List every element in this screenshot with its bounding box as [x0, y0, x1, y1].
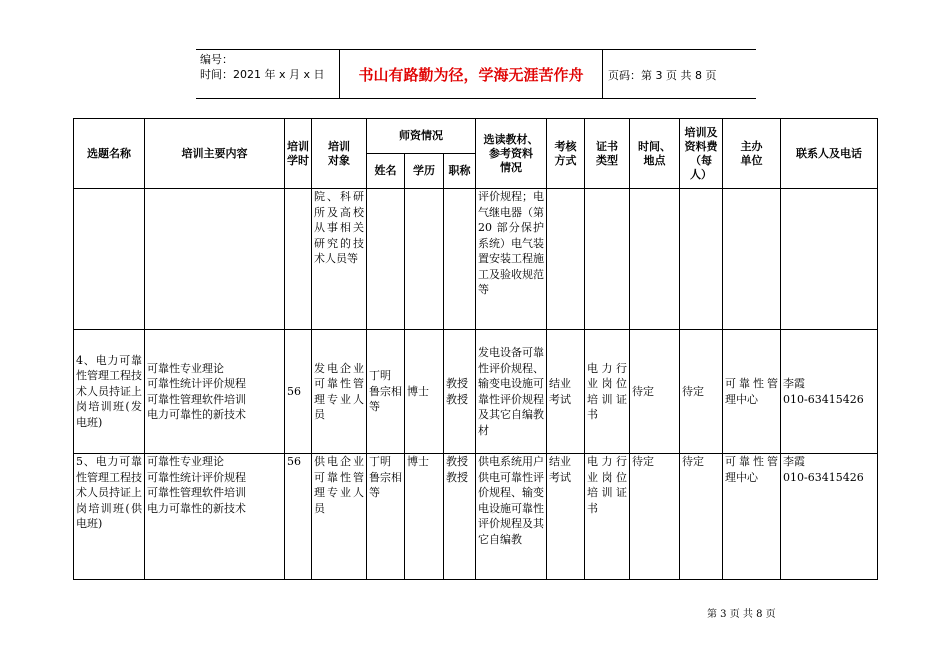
organizer-cell: 可靠性管理中心	[723, 454, 781, 580]
header-page-label: 页码：第 3 页 共 8 页	[608, 69, 717, 82]
col-topic: 选题名称	[74, 119, 145, 189]
exam-cell: 结业 考试	[547, 454, 585, 580]
col-content: 培训主要内容	[145, 119, 285, 189]
time-place-cell: 待定	[630, 454, 680, 580]
header-row	[74, 119, 878, 154]
teacher-name-cell: 丁明 鲁宗相等	[367, 454, 405, 580]
education-cell: 博士	[405, 330, 444, 454]
col-education: 学历	[405, 154, 444, 189]
training-table	[73, 118, 878, 580]
col-title: 职称	[444, 154, 476, 189]
header-divider	[339, 50, 340, 98]
hours-cell: 56	[285, 330, 312, 454]
document-header	[196, 49, 756, 99]
content-cell: 可靠性专业理论 可靠性统计评价规程 可靠性管理软件培训 电力可靠性的新技术	[145, 330, 285, 454]
col-target: 培训 对象	[312, 119, 367, 189]
target-cell: 院、科研所及高校从事相关研究的技术人员等	[312, 189, 367, 330]
page-footer: 第 3 页 共 8 页	[707, 609, 776, 620]
fee-cell: 待定	[680, 330, 723, 454]
organizer-cell: 可靠性管理中心	[723, 330, 781, 454]
title-cell: 教授 教授	[444, 330, 476, 454]
cert-cell: 电力行业岗位培训证书	[585, 454, 630, 580]
header-divider	[602, 50, 603, 98]
header-motto: 书山有路勤为径，学海无涯苦作舟	[358, 66, 584, 84]
col-fee: 培训及 资料费 （每 人）	[680, 119, 723, 189]
col-materials: 选读教材、 参考资料 情况	[476, 119, 547, 189]
target-cell: 发电企业可靠性管理专业人员	[312, 330, 367, 454]
col-cert: 证书 类型	[585, 119, 630, 189]
header-meta	[200, 52, 325, 82]
materials-cell: 供电系统用户供电可靠性评价规程、输变电设施可靠性评价规程及其它自编教	[476, 454, 547, 580]
col-name: 姓名	[367, 154, 405, 189]
contact-cell: 李霞 010-63415426	[781, 330, 878, 454]
time-place-cell: 待定	[630, 330, 680, 454]
table-row	[74, 330, 878, 454]
fee-cell: 待定	[680, 454, 723, 580]
hours-cell: 56	[285, 454, 312, 580]
number-label: 编号：	[200, 53, 233, 66]
contact-cell: 李霞 010-63415426	[781, 454, 878, 580]
content-cell: 可靠性专业理论 可靠性统计评价规程 可靠性管理软件培训 电力可靠性的新技术	[145, 454, 285, 580]
exam-cell: 结业 考试	[547, 330, 585, 454]
topic-cell: 4、电力可靠性管理工程技术人员持证上岗培训班(发电班)	[74, 330, 145, 454]
col-time-place: 时间、 地点	[630, 119, 680, 189]
materials-cell: 评价规程；电气继电器（第 20 部分保护系统）电气装置安装工程施工及验收规范等	[476, 189, 547, 330]
teacher-name-cell: 丁明 鲁宗相等	[367, 330, 405, 454]
col-organizer: 主办 单位	[723, 119, 781, 189]
cert-cell: 电力行业岗位培训证书	[585, 330, 630, 454]
time-label: 时间：2021 年 x 月 x 日	[200, 68, 325, 81]
topic-cell: 5、电力可靠性管理工程技术人员持证上岗培训班(供电班)	[74, 454, 145, 580]
col-contact: 联系人及电话	[781, 119, 878, 189]
education-cell: 博士	[405, 454, 444, 580]
materials-cell: 发电设备可靠性评价规程、输变电设施可靠性评价规程及其它自编教材	[476, 330, 547, 454]
table-row	[74, 189, 878, 330]
col-hours: 培训 学时	[285, 119, 312, 189]
title-cell: 教授 教授	[444, 454, 476, 580]
target-cell: 供电企业可靠性管理专业人员	[312, 454, 367, 580]
col-teachers: 师资情况	[367, 119, 476, 154]
col-exam: 考核 方式	[547, 119, 585, 189]
table-row	[74, 454, 878, 580]
